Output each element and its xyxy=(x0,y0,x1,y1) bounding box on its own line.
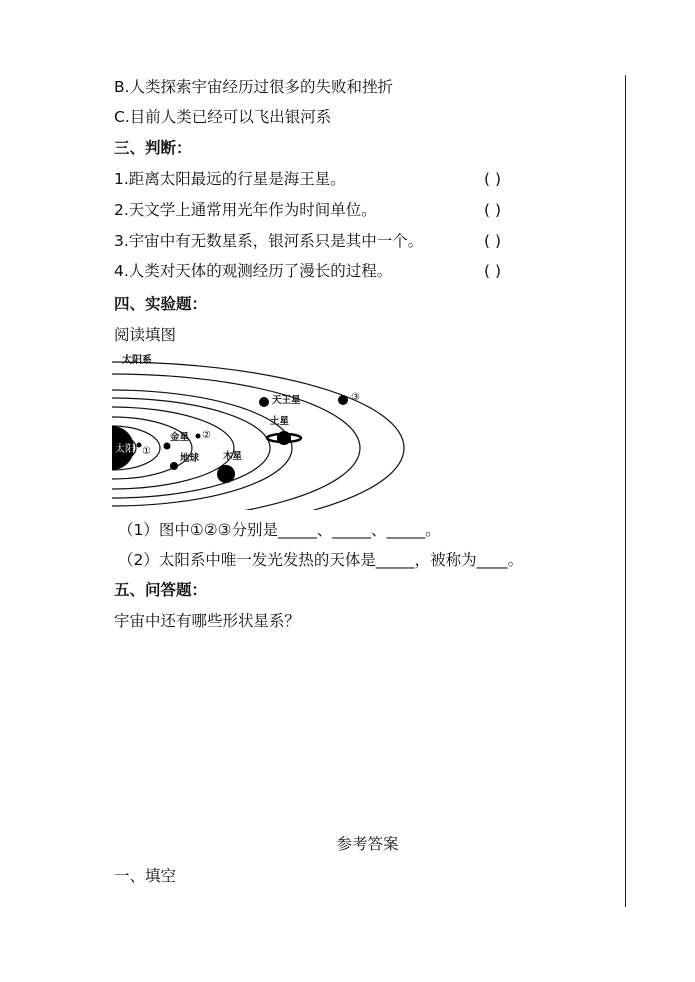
answers-section-1: 一、填空 xyxy=(114,867,177,885)
planet-mars xyxy=(196,434,201,439)
section-4-title: 四、实验题： xyxy=(114,295,208,313)
judge-item-1: 1.距离太阳最远的行星是海王星。 xyxy=(114,170,346,188)
marker-3: ③ xyxy=(351,392,360,403)
fill-question-1: （1）图中①②③分别是_____、_____、_____。 xyxy=(118,521,441,539)
judge-paren-2: ( ) xyxy=(484,201,502,219)
section-3-title: 三、判断： xyxy=(114,139,192,157)
uranus-label: 天王星 xyxy=(272,395,301,406)
judge-item-2: 2.天文学上通常用光年作为时间单位。 xyxy=(114,201,377,219)
judge-paren-1: ( ) xyxy=(484,170,502,188)
margin-rule xyxy=(625,75,626,907)
marker-2: ② xyxy=(202,430,211,441)
judge-paren-3: ( ) xyxy=(484,232,502,250)
planet-earth xyxy=(170,462,178,470)
fill-question-2: （2）太阳系中唯一发光发热的天体是_____，被称为____。 xyxy=(118,551,524,569)
planet-venus xyxy=(164,443,171,450)
section-5-title: 五、问答题： xyxy=(114,581,208,599)
planet-uranus xyxy=(259,397,269,407)
marker-1: ① xyxy=(142,446,151,457)
planet-mercury xyxy=(137,443,142,448)
saturn-label: 土星 xyxy=(270,416,290,427)
planet-neptune xyxy=(338,395,348,405)
venus-label: 金星 xyxy=(170,432,190,443)
judge-item-3: 3.宇宙中有无数星系，银河系只是其中一个。 xyxy=(114,232,424,250)
solar-system-figure xyxy=(112,350,412,510)
earth-label: 地球 xyxy=(180,453,200,464)
answers-title: 参考答案 xyxy=(336,835,399,853)
section-4-subtitle: 阅读填图 xyxy=(114,326,177,344)
orbit-neptune xyxy=(112,362,404,510)
judge-paren-4: ( ) xyxy=(484,262,502,280)
essay-question: 宇宙中还有哪些形状星系？ xyxy=(114,612,301,630)
figure-title: 太阳系 xyxy=(122,355,152,366)
jupiter-label: 木星 xyxy=(223,451,243,462)
planet-jupiter xyxy=(217,465,235,483)
sun-label: 太阳 xyxy=(115,444,135,455)
option-c: C.目前人类已经可以飞出银河系 xyxy=(114,108,332,126)
option-b: B.人类探索宇宙经历过很多的失败和挫折 xyxy=(114,78,394,96)
judge-item-4: 4.人类对天体的观测经历了漫长的过程。 xyxy=(114,262,393,280)
planet-saturn xyxy=(267,431,301,445)
